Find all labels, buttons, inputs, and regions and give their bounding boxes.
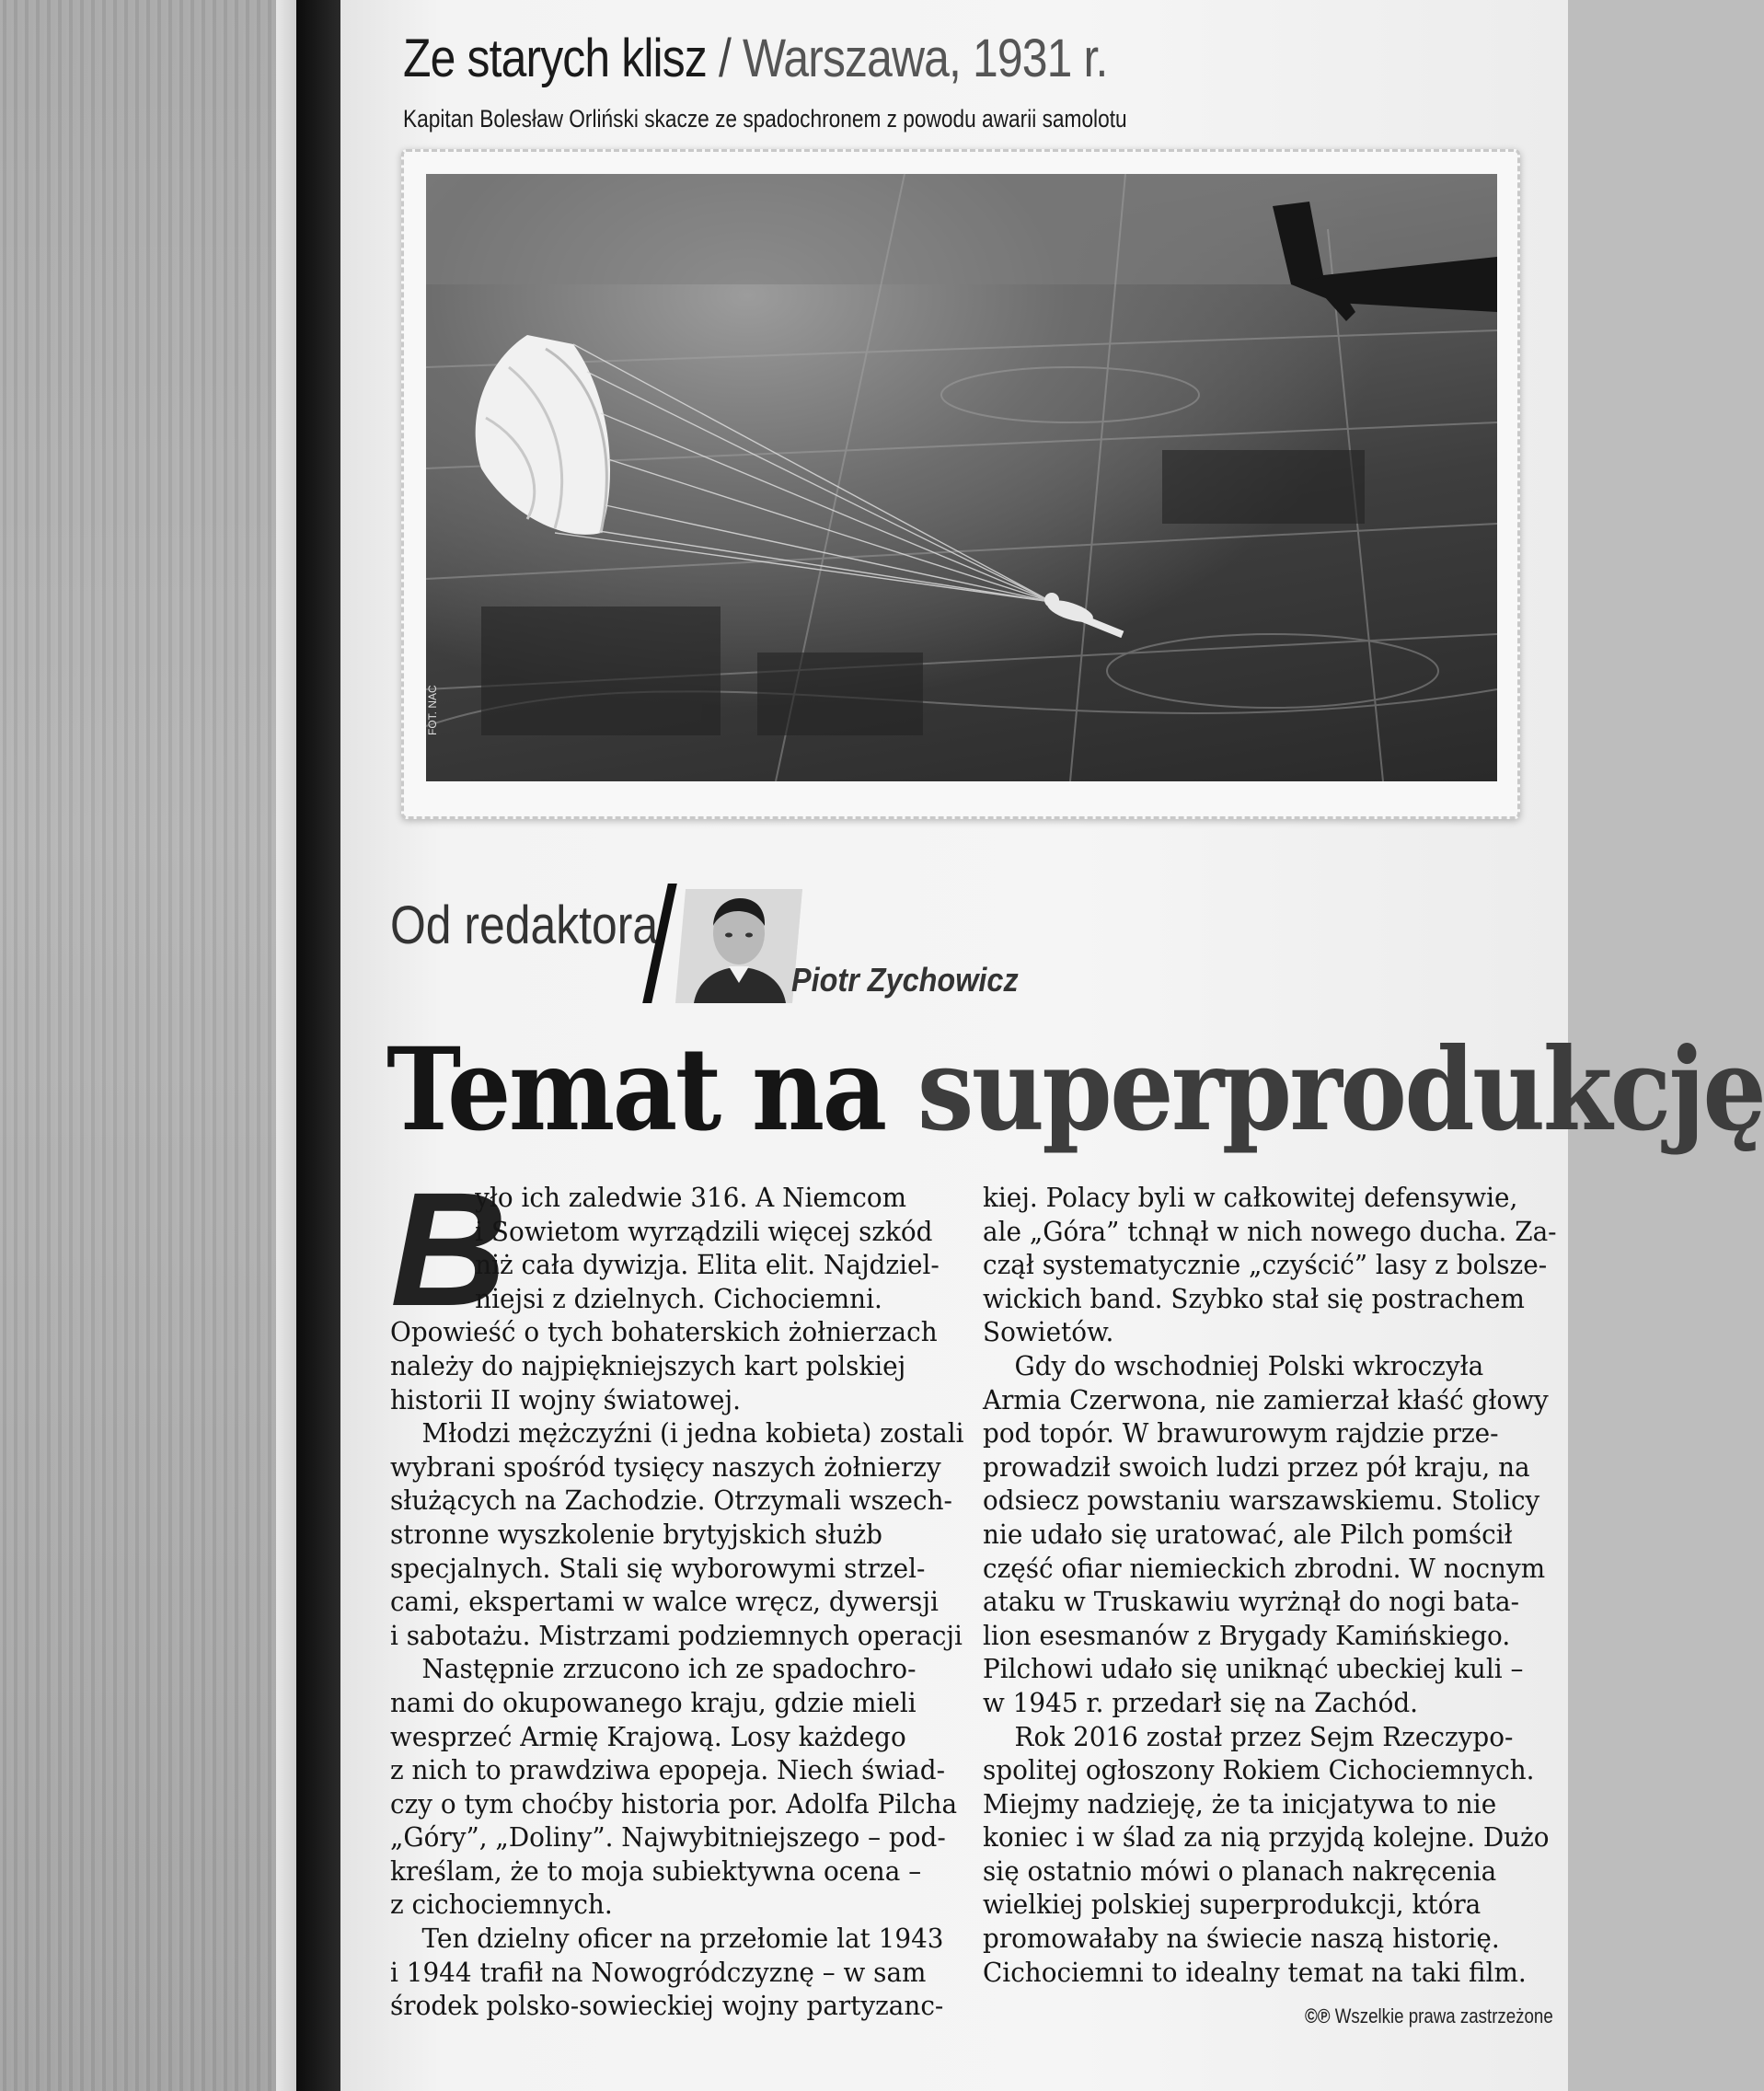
article-line: prowadził swoich ludzi przez pół kraju, na [983, 1450, 1530, 1483]
avatar [675, 889, 802, 1003]
article-column-right [983, 1181, 1557, 1989]
article-line: służących na Zachodzie. Otrzymali wszech- [390, 1484, 952, 1517]
photo-caption: Kapitan Bolesław Orliński skacze ze spadochronem z powodu awarii samolotu [403, 105, 1127, 133]
article-line: stronne wyszkolenie brytyjskich służb [390, 1518, 882, 1550]
article-column-left [390, 1160, 964, 2023]
article-line: wielkiej polskiej superprodukcji, która [983, 1889, 1482, 1921]
page-edge [276, 0, 296, 2091]
article-line: kreślam, że to moja subiektywna ocena – [390, 1854, 922, 1887]
copyright-text: Wszelkie prawa zastrzeżone [1334, 2004, 1553, 2027]
article-line: i Sowietom wyrządzili więcej szkód [475, 1215, 933, 1247]
section-name: Ze starych klisz [403, 29, 707, 88]
article-line: spolitej ogłoszony Rokiem Cichociemnych. [983, 1754, 1535, 1786]
article-line: wesprzeć Armię Krajową. Losy każdego [390, 1720, 906, 1752]
article-line: „Góry”, „Doliny”. Najwybitniejszego – pod- [390, 1821, 946, 1854]
article-line: Młodzi mężczyźni (i jedna kobieta) zostali [421, 1417, 964, 1450]
copyright-icon: ©℗ [1305, 2004, 1331, 2027]
article-line: z nich to prawdziwa epopeja. Niech świad- [390, 1754, 945, 1786]
article-line: należy do najpiękniejszych kart polskiej [390, 1349, 906, 1381]
photo-credit: FOT. NAC [426, 685, 439, 735]
article-line: i sabotażu. Mistrzami podziemnych operacji [390, 1619, 963, 1651]
article-line: Sowietów. [983, 1316, 1114, 1348]
author-name: Piotr Zychowicz [791, 961, 1019, 999]
section-separator: / [718, 29, 731, 88]
article-line: Cichociemni to idealny temat na taki film. [983, 1956, 1527, 1988]
article-line: pod topór. W brawurowym rajdzie prze- [983, 1417, 1499, 1450]
article-line: Pilchowi udało się uniknąć ubeckiej kuli – [983, 1653, 1524, 1685]
photo-card [401, 149, 1520, 819]
article-line: specjalnych. Stali się wyborowymi strzel- [390, 1552, 926, 1584]
headline [386, 1023, 1764, 1157]
article-line: kiej. Polacy byli w całkowitej defensywie, [983, 1182, 1518, 1213]
article-line: się ostatnio mówi o planach nakręcenia [983, 1854, 1497, 1887]
article-line: w 1945 r. przedarł się na Zachód. [983, 1686, 1418, 1718]
article-line: niż cała dywizja. Elita elit. Najdziel- [475, 1249, 940, 1281]
article-line: ale „Góra” tchnął w nich nowego ducha. Za- [983, 1215, 1557, 1247]
article-line: koniec i w ślad za nią przyjdą kolejne. Dużo [983, 1821, 1550, 1854]
article-line: czy o tym choćby historia por. Adolfa Pilcha [390, 1787, 958, 1820]
article-line: część ofiar niemieckich zbrodni. W nocnym [983, 1552, 1546, 1584]
article-line: z cichociemnych. [390, 1889, 613, 1921]
article-line: czął systematycznie „czyścić” lasy z bolsze- [983, 1249, 1548, 1281]
magazine-binding [296, 0, 340, 2091]
historical-photo [426, 174, 1497, 781]
wooden-desk-background [0, 0, 276, 2091]
headline-part-1: Temat na [386, 1023, 917, 1157]
article-line: Opowieść o tych bohaterskich żołnierzach [390, 1316, 938, 1348]
article-line: wickich band. Szybko stał się postrachem [983, 1282, 1525, 1314]
article-line: Gdy do wschodniej Polski wkroczyła [1014, 1349, 1484, 1381]
author-portrait-icon [675, 889, 802, 1003]
section-title [403, 28, 1108, 89]
article-line: Miejmy nadzieję, że ta inicjatywa to nie [983, 1787, 1497, 1820]
article-line: ataku w Truskawiu wyrżnął do nogi bata- [983, 1586, 1520, 1618]
drop-cap: B [390, 1160, 508, 1340]
article-line: Ten dzielny oficer na przełomie lat 1943 [421, 1923, 944, 1955]
article-line: wybrani spośród tysięcy naszych żołnierzy [390, 1450, 941, 1483]
article-line: Następnie zrzucono ich ze spadochro- [421, 1653, 917, 1685]
parachute-photo-illustration [426, 174, 1497, 781]
copyright-notice [1305, 2004, 1553, 2028]
article-line: lion esesmanów z Brygady Kamińskiego. [983, 1619, 1511, 1651]
article-line: nie udało się uratować, ale Pilch pomścił [983, 1518, 1513, 1550]
section-location: Warszawa, 1931 r. [742, 29, 1108, 88]
headline-part-2: superprodukcję [917, 1023, 1764, 1157]
article-line: cami, ekspertami w walce wręcz, dywersji [390, 1586, 939, 1618]
article-line: nami do okupowanego kraju, gdzie mieli [390, 1686, 917, 1718]
article-line: Armia Czerwona, nie zamierzał kłaść głowy [983, 1383, 1549, 1415]
article-line: yło ich zaledwie 316. A Niemcom [475, 1182, 907, 1213]
article-line: odsiecz powstaniu warszawskiemu. Stolicy [983, 1484, 1540, 1517]
editor-label: Od redaktora [390, 895, 659, 955]
article-line: historii II wojny światowej. [390, 1383, 741, 1415]
article-line: środek polsko-sowieckiej wojny partyzanc- [390, 1990, 944, 2022]
article-line: Rok 2016 został przez Sejm Rzeczypo- [1014, 1720, 1514, 1752]
article-line: i 1944 trafił na Nowogródczyznę – w sam [390, 1956, 927, 1988]
article-line: niejsi z dzielnych. Cichociemni. [475, 1282, 882, 1314]
article-line: promowałaby na świecie naszą historię. [983, 1923, 1500, 1955]
